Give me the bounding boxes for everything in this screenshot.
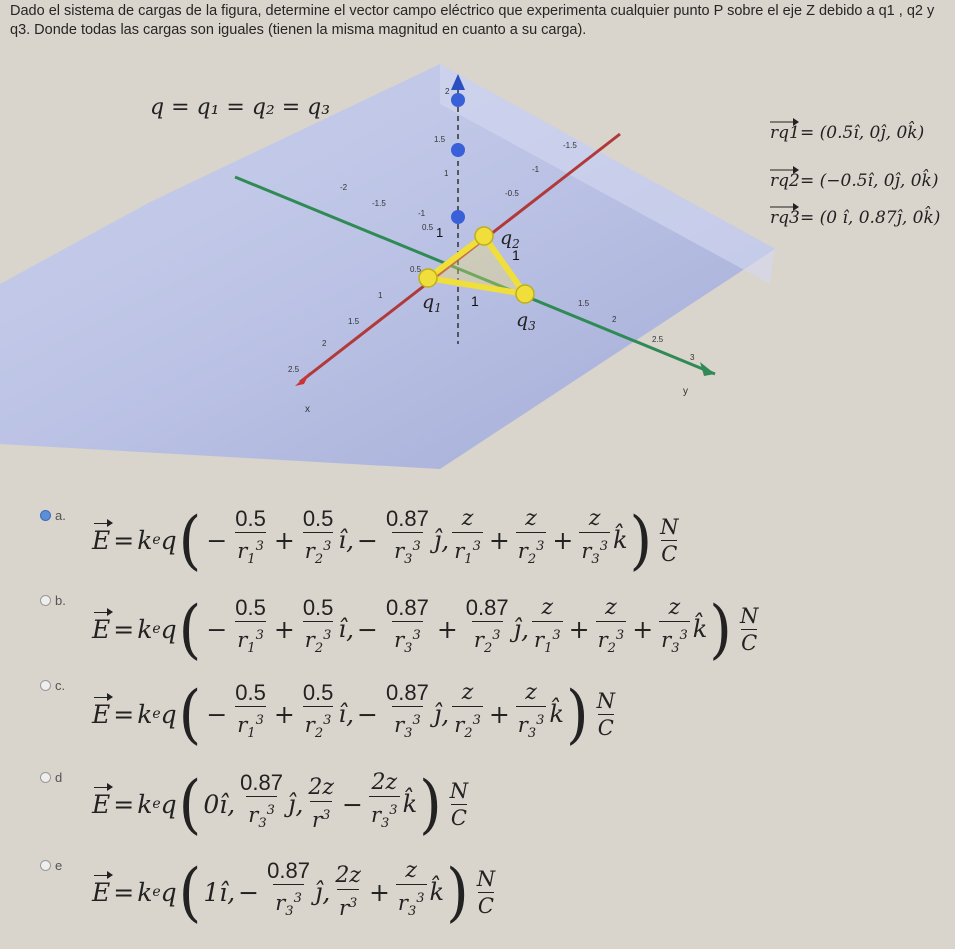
option-b[interactable] <box>40 593 920 673</box>
radio-option-e[interactable] <box>40 860 51 871</box>
radio-option-b[interactable] <box>40 595 51 606</box>
vector-rq3-value: = (0 î, 0.87ĵ, 0k̂) <box>800 208 941 228</box>
z-point-2 <box>451 93 465 107</box>
radio-option-c[interactable] <box>40 680 51 691</box>
option-d-letter: d <box>55 770 63 785</box>
tick-one-c: 1 <box>436 225 444 240</box>
y-neg-tick-1: -1.5 <box>372 199 386 208</box>
label-q1: q <box>422 291 435 313</box>
option-c-letter: c. <box>55 678 66 693</box>
label-q3: q <box>516 309 529 331</box>
z-tick-1: 1.5 <box>434 135 446 144</box>
option-a-letter: a. <box>55 508 66 523</box>
vector-rq3 <box>770 203 940 228</box>
svg-text:rq2: rq2 <box>770 171 800 191</box>
svg-text:q = q₁ = q₂ = q₃ <box>150 95 330 120</box>
label-q1-sub: 1 <box>434 301 442 315</box>
x-pos-tick-1: 1 <box>378 291 383 300</box>
option-a[interactable] <box>40 502 920 588</box>
z-tick-0: 2 <box>445 87 450 96</box>
tick-one-a: 1 <box>471 293 479 309</box>
option-e-formula: E = k e q ( 1î , − $\frac{0.87}{r_3^3}$ ĵ , $\frac{2z}{r^3}$ + $\frac{z}{r_3^3}$ k̂ ) N C <box>92 854 496 930</box>
charge-system-figure <box>0 44 955 474</box>
option-b-letter: b. <box>55 593 66 608</box>
y-axis-arrow <box>700 362 715 376</box>
charge-q3 <box>516 285 534 303</box>
y-neg-tick-2: -1 <box>418 209 426 218</box>
label-q2-sub: 2 <box>512 237 520 251</box>
radio-option-d[interactable] <box>40 772 51 783</box>
axis-x-label: x <box>305 404 310 415</box>
vector-rq1-value: = (0.5î, 0ĵ, 0k̂) <box>800 123 925 143</box>
x-neg-tick-0: -1.5 <box>563 141 577 150</box>
axis-y-label: y <box>683 386 688 397</box>
option-c[interactable] <box>40 678 920 758</box>
option-a-formula: E = k e q ( − $\frac{0.5}{r_1^3}$ + $\frac{0.5}{r_2^3}$ î , − $\frac{0.87}{r_3^3}$ ĵ , $\frac{z}{r_1^3}$ + $\frac{z}{r_2^3}$ + $\frac{z}{r_3^3}$ k̂ ) N C <box>92 502 679 578</box>
y-pos-tick-3: 3 <box>690 353 695 362</box>
option-c-formula: E = k e q ( − $\frac{0.5}{r_1^3}$ + $\frac{0.5}{r_2^3}$ î , − $\frac{0.87}{r_3^3}$ ĵ , $\frac{z}{r_2^3}$ + $\frac{z}{r_3^3}$ k̂ ) N C <box>92 676 615 752</box>
y-pos-tick-0: 1.5 <box>578 299 590 308</box>
charge-q2 <box>475 227 493 245</box>
vector-rq1 <box>770 118 924 143</box>
z-point-1-5 <box>451 143 465 157</box>
z-tick-2: 1 <box>444 169 449 178</box>
y-pos-tick-2: 2.5 <box>652 335 664 344</box>
vector-rq2 <box>770 166 938 191</box>
option-d-formula: E = k e q ( 0î , $\frac{0.87}{r_3^3}$ ĵ , $\frac{2z}{r^3}$ − $\frac{2z}{r_3^3}$ k̂ ) N C <box>92 766 469 842</box>
label-q2: q <box>500 227 513 249</box>
option-b-formula: E = k e q ( − $\frac{0.5}{r_1^3}$ + $\frac{0.5}{r_2^3}$ î , − $\frac{0.87}{r_3^3}$ + $\frac{0.87}{r_2^3}$ ĵ , $\frac{z}{r_1^3}$ + $\frac{z}{r_2^3}$ + $\frac{z}{r_3^3}$ k̂ ) N C <box>92 591 759 667</box>
option-e[interactable] <box>40 854 920 938</box>
radio-option-a[interactable] <box>40 510 51 521</box>
x-pos-tick-0: 0.5 <box>410 265 422 274</box>
svg-text:rq1: rq1 <box>770 123 800 143</box>
charge-q1 <box>419 269 437 287</box>
equal-charges-label: q = q₁ = q₂ = q₃ <box>150 95 331 120</box>
x-neg-tick-1: -1 <box>532 165 540 174</box>
label-q3-sub: 3 <box>528 319 536 333</box>
option-e-letter: e <box>55 858 63 873</box>
option-d[interactable] <box>40 766 920 850</box>
z-point-1 <box>451 210 465 224</box>
x-pos-tick-2: 1.5 <box>348 317 360 326</box>
question-text: Dado el sistema de cargas de la figura, determine el vector campo eléctrico que experimenta cualquier punto P sobre el eje Z debido a q1 , q2 y q3. Donde todas las cargas son iguales (tienen la misma magnitud en cuanto a su carga). <box>10 3 935 38</box>
svg-text:rq3: rq3 <box>770 208 800 228</box>
vector-rq2-value: = (−0.5î, 0ĵ, 0k̂) <box>800 171 939 191</box>
x-neg-tick-2: -0.5 <box>505 189 519 198</box>
y-neg-tick-0: -2 <box>340 183 348 192</box>
xy-plane <box>0 64 775 469</box>
tick-one-b: 1 <box>512 247 520 263</box>
x-pos-tick-3: 2 <box>322 339 327 348</box>
x-pos-tick-4: 2.5 <box>288 365 300 374</box>
y-pos-tick-1: 2 <box>612 315 617 324</box>
z-tick-3: 0.5 <box>422 223 434 232</box>
